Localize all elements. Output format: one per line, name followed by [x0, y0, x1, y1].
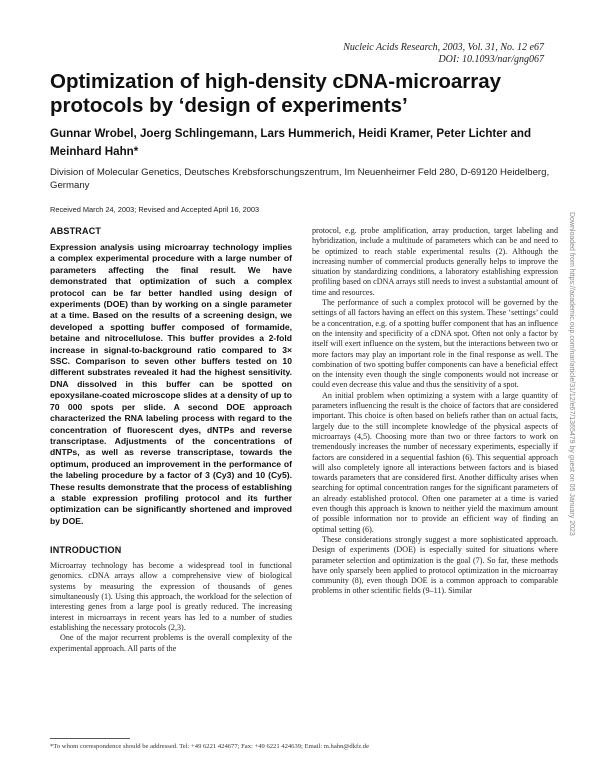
- affiliation: Division of Molecular Genetics, Deutsches Krebsforschungszentrum, Im Neuenheimer Feld 280, D-69120 Heidelberg, Germany: [50, 167, 550, 191]
- body-paragraph: An initial problem when optimizing a system with a large quantity of parameters influencing the result is the choice of factors that are considered important. This choice is often based on beliefs rather than on actual facts, largely due to the still incomplete knowledge of the physical aspects of microarrays (4,5). Choosing more than two or three factors to work on tremendously increases the number of necessary experiments, especially if factors are considered in a sequential fashion (6). This sequential approach will also completely ignore all interactions between factors and is biased towards parameters that are considered first. Another difficulty arises when searching for optimal concentration ranges for the significant parameters of an already established protocol. Often one parameter at a time is varied even though this approach is known to neither yield the maximum amount of possible information nor to provide an efficient way of finding an optimal setting (6).: [312, 390, 558, 534]
- right-column: [312, 226, 558, 597]
- download-watermark: Downloaded from https://academic.oup.com/nar/article/31/12/e67/1365479 by guest on 05 January 2023: [568, 212, 575, 536]
- author-list: Gunnar Wrobel, Joerg Schlingemann, Lars Hummerich, Heidi Kramer, Peter Lichter and Meinhard Hahn*: [50, 127, 532, 158]
- abstract-text: Expression analysis using microarray technology implies a complex experimental procedure with a large number of parameters affecting the final result. We have demonstrated that optimization of such a complex protocol can be far better handled using design of experiments (DOE) than by working on a single parameter at a time. Based on the results of a screening design, we developed a spotting buffer composed of formamide, betaine and nitrocellulose. This buffer provides a 2-fold increase in signal-to-background ratio compared to 3× SSC. Comparison to seven other buffers tested on 10 different substrates revealed it had the highest sensitivity. DNA dissolved in this buffer can be spotted on epoxysilane-coated microscope slides at a density of up to 70 000 spots per slide. A second DOE approach characterized the RNA labeling process with regard to the concentration of fluorescent dyes, dNTPs and reverse transcriptase. Adjustments of the concentrations of dNTPs, as well as reverse transcriptase, towards the optimum, produced an improvement in the performance of the labeling procedure by a factor of 3 (Cy3) and 10 (Cy5). These results demonstrate that the process of establishing a stable expression profiling protocol and its further optimization can be significantly shortened and improved by DOE.: [50, 242, 292, 526]
- intro-paragraph: One of the major recurrent problems is the overall complexity of the experimental approach. All parts of the: [50, 633, 292, 653]
- article-title: Optimization of high-density cDNA-microarray protocols by ‘design of experiments’: [50, 70, 502, 117]
- footnote-divider: [50, 738, 130, 739]
- received-dates: Received March 24, 2003; Revised and Accepted April 16, 2003: [50, 205, 260, 214]
- doi-link[interactable]: DOI: 10.1093/nar/gng067: [438, 54, 544, 65]
- journal-citation: Nucleic Acids Research, 2003, Vol. 31, No. 12 e67: [343, 42, 544, 53]
- body-paragraph: The performance of such a complex protocol will be governed by the settings of all factors having an effect on this system. These ‘settings’ could be a concentration, e.g. of a spotting buffer component that has an influence on the intensity and specificity of a cDNA spot. Often not only a factor by itself will exert influence on the system, but the interactions between two or more factors may play an important role in the final response as well. The combination of two spotting buffer components can have a beneficial effect on the intensity even though the single components would not increase or could even decrease this value and thus the sensitivity of a spot.: [312, 298, 558, 390]
- correspondence-footnote: *To whom correspondence should be addressed. Tel: +49 6221 424677; Fax: +49 6221 424639; Email: m.hahn@dkfz.de: [50, 743, 370, 750]
- intro-paragraph: Microarray technology has become a widespread tool in functional genomics. cDNA arrays allow a comprehensive view of biological systems by measuring the expression of thousands of genes simultaneously (1). Using this approach, the workload for the selection of interesting genes from a large pool is greatly reduced. The increasing interest in microarrays in recent years has led to a number of studies establishing the necessary protocols (2,3).: [50, 561, 292, 632]
- introduction-heading: INTRODUCTION: [50, 545, 122, 556]
- abstract-heading: ABSTRACT: [50, 226, 102, 236]
- left-column: [50, 226, 292, 654]
- journal-header: [343, 42, 544, 66]
- body-paragraph: protocol, e.g. probe amplification, array production, target labeling and hybridization, include a multitude of parameters which can be and need to be optimized to reach stable experimental results (2). Although the increasing number of commercial products generally helps to improve the situation by standardizing conditions, a laboratory establishing expression profiling based on cDNA arrays still needs to invest a substantial amount of time and resources.: [312, 226, 558, 297]
- body-paragraph: These considerations strongly suggest a more sophisticated approach. Design of experiments (DOE) is especially suited for situations where parameter selection and optimization is the goal (7). So far, these methods have only sparsely been applied to protocol optimization in the microarray community (8), even though DOE is a common approach to comparable problems in other scientific fields (9–11). Similar: [312, 534, 558, 596]
